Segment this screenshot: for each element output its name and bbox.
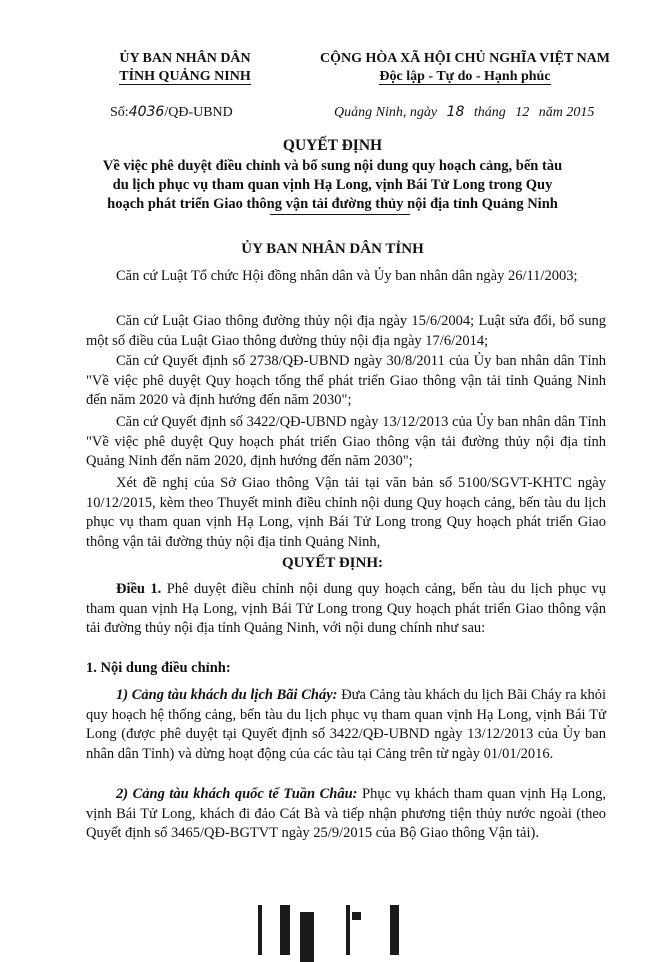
date-month: 12 (515, 105, 530, 120)
item-1-label: 1) Cảng tàu khách du lịch Bãi Cháy: (116, 687, 338, 703)
item-2 (86, 785, 606, 844)
basis-paragraph-4: Căn cứ Quyết định số 3422/QĐ-UBND ngày 13/12/2013 của Ủy ban nhân dân Tỉnh "Về việc phê duyệt Quy hoạch phát triển Giao thông vận tải đường thủy nội địa tỉnh Quảng Ninh đến năm 2020, định hướng đến năm 2030"; (86, 414, 606, 469)
scan-mark (390, 905, 399, 955)
item-1 (86, 686, 606, 764)
agency-line-1: ỦY BAN NHÂN DÂN (119, 51, 251, 66)
item-2-text: Phục vụ khách tham quan vịnh Hạ Long, vịnh Bái Tử Long, khách đi đảo Cát Bà và tiếp nhận phương tiện thủy nước ngoài (theo Quyết định số 3465/QĐ-BGTVT ngày 25/9/2015 của Bộ Giao thông Vận tải). (86, 786, 607, 841)
basis-paragraph-2: Căn cứ Luật Giao thông đường thủy nội địa ngày 15/6/2004; Luật sửa đổi, bổ sung một số điều của Luật Giao thông đường thủy nội địa ngày 17/6/2014; (86, 313, 606, 349)
basis-paragraph-3: Căn cứ Quyết định số 2738/QĐ-UBND ngày 30/8/2011 của Ủy ban nhân dân Tỉnh "Về việc phê duyệt Quy hoạch tổng thể phát triển Giao thông vận tải tỉnh Quảng Ninh đến năm 2020 và định hướng đến năm 2030"; (86, 353, 606, 408)
decide-heading: QUYẾT ĐỊNH: (282, 555, 383, 571)
scan-mark (346, 905, 350, 955)
article-1 (86, 580, 606, 639)
item-2-label: 2) Cảng tàu khách quốc tế Tuần Châu: (116, 786, 358, 802)
document-number: Số:4036/QĐ-UBND (110, 104, 233, 120)
document-subject: Về việc phê duyệt điều chỉnh và bổ sung nội dung quy hoạch cảng, bến tàu du lịch phục vụ tham quan vịnh Hạ Long, vịnh Bái Tử Long trong Quy hoạch phát triển Giao thông vận tải đường thủy nội địa tỉnh Quảng Ninh (102, 158, 563, 212)
handwritten-number: 4036 (128, 104, 165, 120)
authority-heading: ỦY BAN NHÂN DÂN TỈNH (241, 241, 424, 257)
national-motto (300, 50, 630, 86)
basis-paragraph-5: Xét đề nghị của Sở Giao thông Vận tải tại văn bản số 5100/SGVT-KHTC ngày 10/12/2015, kèm theo Thuyết minh điều chỉnh nội dung Quy hoạch cảng, bến tàu du lịch phục vụ tham quan vịnh Hạ Long, vịnh Bái Tử Long trong Quy hoạch phát triển Giao thông vận tải đường thủy nội địa tỉnh Quảng Ninh, (86, 475, 606, 550)
document-title: QUYẾT ĐỊNH (282, 137, 383, 154)
item-1-text: Đưa Cảng tàu khách du lịch Bãi Cháy ra khỏi quy hoạch hệ thống cảng, bến tàu du lịch phục vụ tham quan vịnh Hạ Long, vịnh Bái Tử Long (được phê duyệt tại Quyết định số 3422/QĐ-UBND ngày 13/12/2013 của Ủy ban nhân dân Tỉnh) và dừng hoạt động của các tàu tại Cảng trên từ ngày 01/01/2016. (86, 687, 606, 762)
agency-line-2: TỈNH QUẢNG NINH (119, 69, 251, 84)
article-1-label: Điều 1. (116, 581, 162, 597)
article-1-text: Phê duyệt điều chỉnh nội dung quy hoạch cảng, bến tàu du lịch phục vụ tham quan vịnh Hạ Long, vịnh Bái Tử Long trong Quy hoạch phát triển Giao thông vận tải đường thủy nội địa tỉnh Quảng Ninh, với nội dung chính như sau: (86, 581, 606, 636)
country-name: CỘNG HÒA XÃ HỘI CHỦ NGHĨA VIỆT NAM (319, 51, 610, 66)
place-date: Quảng Ninh, ngày 18 tháng 12 năm 2015 (334, 104, 595, 120)
section-1-heading: 1. Nội dung điều chỉnh: (86, 660, 231, 676)
motto-line: Độc lập - Tự do - Hạnh phúc (379, 69, 551, 84)
title-underline (270, 214, 410, 215)
date-day: 18 (446, 104, 465, 120)
basis-paragraph-1: Căn cứ Luật Tổ chức Hội đồng nhân dân và Ủy ban nhân dân ngày 26/11/2003; (116, 268, 578, 284)
scan-mark (280, 905, 290, 955)
scan-mark (258, 905, 262, 955)
issuing-agency (100, 50, 270, 86)
scan-mark (352, 912, 361, 920)
